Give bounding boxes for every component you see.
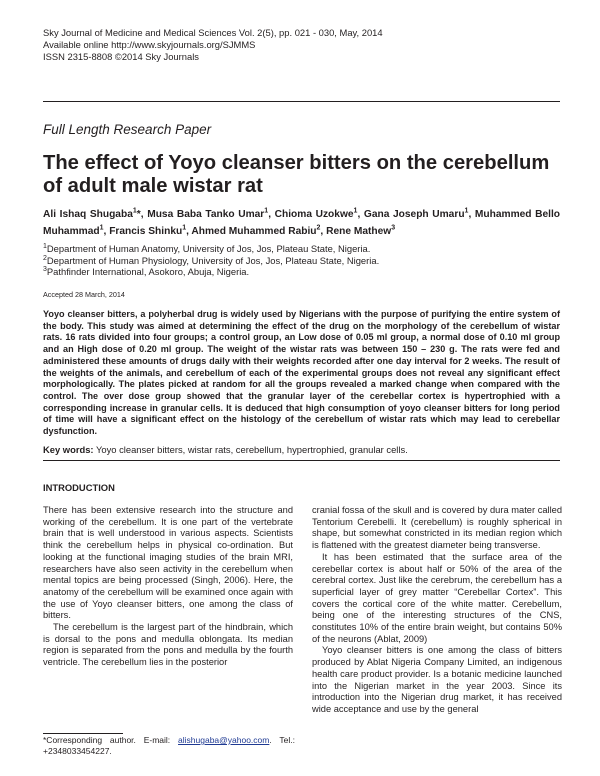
keywords-label: Key words: [43, 444, 94, 455]
author-email-link[interactable]: alishugaba@yahoo.com [178, 735, 270, 745]
affiliation: $^1$Department of Human Anatomy, University of Jos, Jos, Plateau State, Nigeria. [43, 242, 371, 254]
author: Ahmed Muhammed Rabiu$^2$, [191, 224, 327, 237]
author: Muhammed Bello Muhammad$^1$, [43, 209, 561, 237]
keywords [43, 444, 408, 455]
paragraph: The cerebellum is the largest part of the hindbrain, which is dorsal to the pons and medulla oblongata. Its median region is separated from the pons and medulla by the fourth ventricle. The cerebellum lies in the posterior [43, 622, 293, 668]
affiliation: $^2$Department of Human Physiology, University of Jos, Jos, Plateau State, Nigeria. [43, 254, 380, 266]
body-column-right [312, 505, 562, 716]
author: Francis Shinku$^1$, [109, 224, 192, 237]
journal-issn: ISSN 2315-8808 ©2014 Sky Journals [43, 51, 199, 62]
body-column-left [43, 505, 293, 669]
accepted-date: Accepted 28 March, 2014 [43, 290, 125, 299]
paragraph: cranial fossa of the skull and is covered by dura mater called Tentorium Cerebelli. It (cerebellum) is roughly spherical in shape, but somewhat constricted in its median region which is flattened with the greatest diameter being transverse. [312, 505, 562, 551]
paragraph: Yoyo cleanser bitters is one among the class of bitters produced by Ablat Nigeria Company Limited, an indigenous health care product provider. Is a botanic medicine launched into the Nigerian market in the year 2003. Since its introduction into the Nigerian drug market, it has received wide acceptance and use by the general [312, 645, 562, 714]
journal-info [43, 27, 383, 63]
journal-url: Available online http://www.skyjournals.org/SJMMS [43, 39, 256, 50]
keywords-text: Yoyo cleanser bitters, wistar rats, cerebellum, hypertrophied, granular cells. [95, 444, 408, 455]
author: Ali Ishaq Shugaba$^1$*, [43, 207, 148, 220]
section-heading-introduction: INTRODUCTION [43, 482, 115, 493]
paragraph: There has been extensive research into the structure and working of the cerebellum. It is one part of the vertebrate brain that is well understood in various aspects. Scientists think the cerebellum helps in physical co-ordination. But looking at the functional imaging studies of the brain MRI, researchers have also seen activity in the cerebellum when mental topics are being processed (Singh, 2006). Here, the anatomy of the cerebellum will be examined once again with the use of Yoyo cleanser bitters, one among the class of bitters. [43, 505, 293, 621]
author: Chioma Uzokwe$^1$, [274, 207, 364, 220]
author-list [43, 206, 560, 240]
paper-title: The effect of Yoyo cleanser bitters on the cerebellum of adult male wistar rat [43, 152, 550, 197]
journal-citation: Sky Journal of Medicine and Medical Sciences Vol. 2(5), pp. 021 - 030, May, 2014 [43, 27, 383, 38]
corresponding-author-footnote: *Corresponding author. E-mail: alishugaba@yahoo.com. Tel.: +2348033454227. [43, 735, 295, 756]
abstract-divider [43, 460, 560, 461]
affiliation-list [43, 243, 379, 278]
paragraph: It has been estimated that the surface area of the cerebellar cortex is about half or 50% of the area of the cerebral cortex. Just like the cerebrum, the cerebellum has a superficial layer of grey matter “Cerebellar Cortex”. This covers the cortical core of the white matter. Cerebellum, being one of the interesting structures of the CNS, constitutes 10% of the entire brain weight, but contains 50% of the neurons (Ablat, 2009) [312, 551, 562, 644]
footnote-divider [43, 733, 123, 734]
header-divider [43, 101, 560, 102]
author: Rene Mathew$^3$ [326, 224, 396, 237]
paper-type: Full Length Research Paper [43, 122, 212, 137]
author: Gana Joseph Umaru$^1$, [363, 207, 475, 220]
author: Musa Baba Tanko Umar$^1$, [147, 207, 275, 220]
abstract: Yoyo cleanser bitters, a polyherbal drug is widely used by Nigerians with the purpose of purifying the entire system of the body. This study was aimed at determining the effect of the drug on the morphology of the cerebellum of wistar rats. 16 rats divided into four groups; a control group, an Low dose of 0.05 ml group, a normal dose of 0.10 ml group and an High dose of 0.20 ml group. The weight of the wistar rats was between 150 – 230 g. The rats were fed and administered these amounts of drugs daily with their weights recorded after one day interval for 2 weeks. The result of the weights of the animals, and cerebellum of each of the experimental groups does not reveal any significant effect morphologically. The plates picked at random for all the groups revealed a marked change when compared with the control. The over dose group showed that the granular layer of the cerebellar cortex is hypertrophied with a corresponding increase in granular cells. It is deduced that high consumption of yoyo cleanser bitters for long period of time will have a significant effect on the histology of the cerebellum of wistar rats which may lead to cerebellar dysfunction. [43, 309, 560, 437]
affiliation: $^3$Pathfinder International, Asokoro, Abuja, Nigeria. [43, 265, 250, 277]
